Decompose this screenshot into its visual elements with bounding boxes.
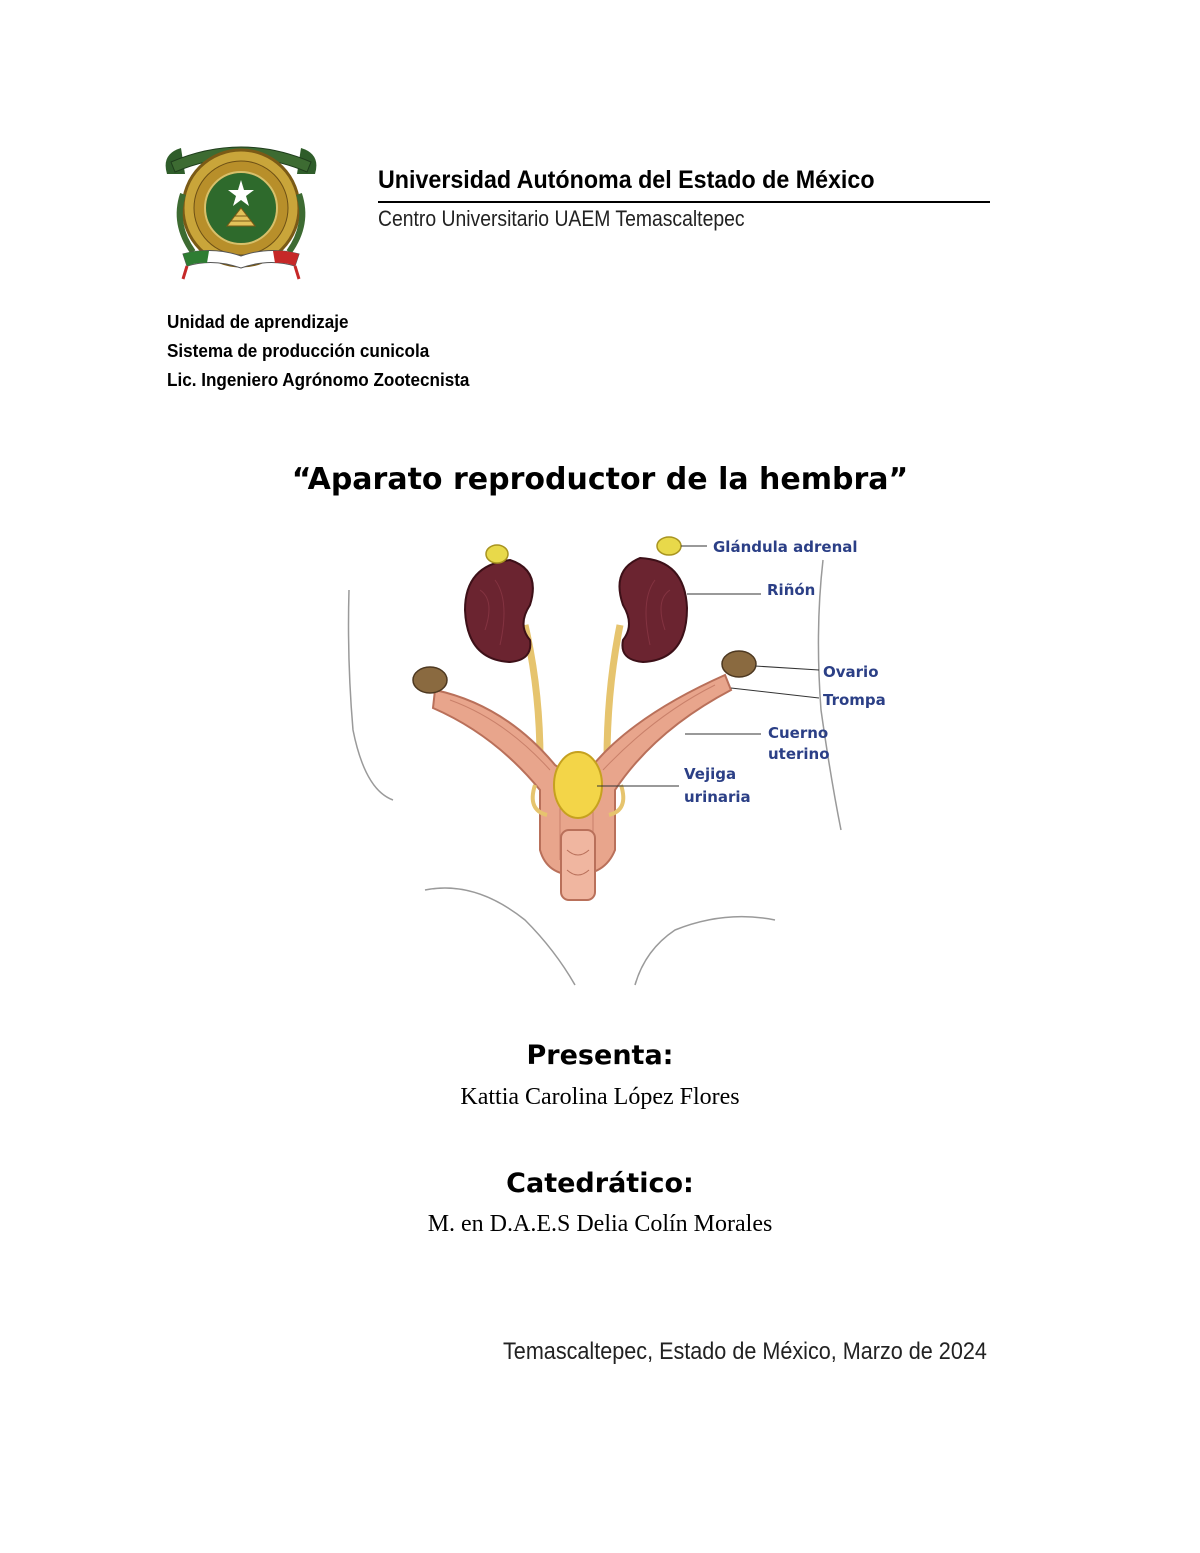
- header-rule: [378, 201, 990, 203]
- vagina: [561, 830, 595, 900]
- label-ovary: Ovario: [823, 663, 879, 681]
- document-title: “Aparato reproductor de la hembra”: [291, 462, 909, 497]
- left-kidney: [465, 560, 533, 662]
- university-name: Universidad Autónoma del Estado de México: [378, 166, 875, 194]
- right-ovary: [722, 651, 756, 677]
- university-seal-logo: [163, 134, 319, 280]
- label-tube: Trompa: [823, 691, 886, 709]
- label-bladder-2: urinaria: [684, 788, 751, 806]
- teacher-heading: Catedrático:: [506, 1168, 694, 1199]
- presenter-heading: Presenta:: [526, 1040, 674, 1071]
- female-reproductive-diagram: [335, 530, 895, 990]
- urinary-bladder: [554, 752, 602, 818]
- place-and-date: Temascaltepec, Estado de México, Marzo de 2024: [503, 1338, 987, 1365]
- program-name: Lic. Ingeniero Agrónomo Zootecnista: [167, 370, 470, 390]
- teacher-name: M. en D.A.E.S Delia Colín Morales: [427, 1211, 773, 1237]
- presenter-name: Kattia Carolina López Flores: [460, 1084, 740, 1110]
- label-horn-2: uterino: [768, 745, 830, 763]
- label-kidney: Riñón: [767, 581, 816, 599]
- unit-label: Unidad de aprendizaje: [167, 312, 349, 332]
- subject-name: Sistema de producción cunicola: [167, 341, 430, 361]
- left-adrenal-gland: [486, 545, 508, 563]
- left-ovary: [413, 667, 447, 693]
- label-bladder-1: Vejiga: [684, 765, 737, 783]
- label-horn-1: Cuerno: [768, 724, 829, 742]
- campus-name: Centro Universitario UAEM Temascaltepec: [378, 206, 745, 231]
- right-kidney: [619, 558, 687, 662]
- right-adrenal-gland: [657, 537, 681, 555]
- label-adrenal: Glándula adrenal: [713, 538, 858, 556]
